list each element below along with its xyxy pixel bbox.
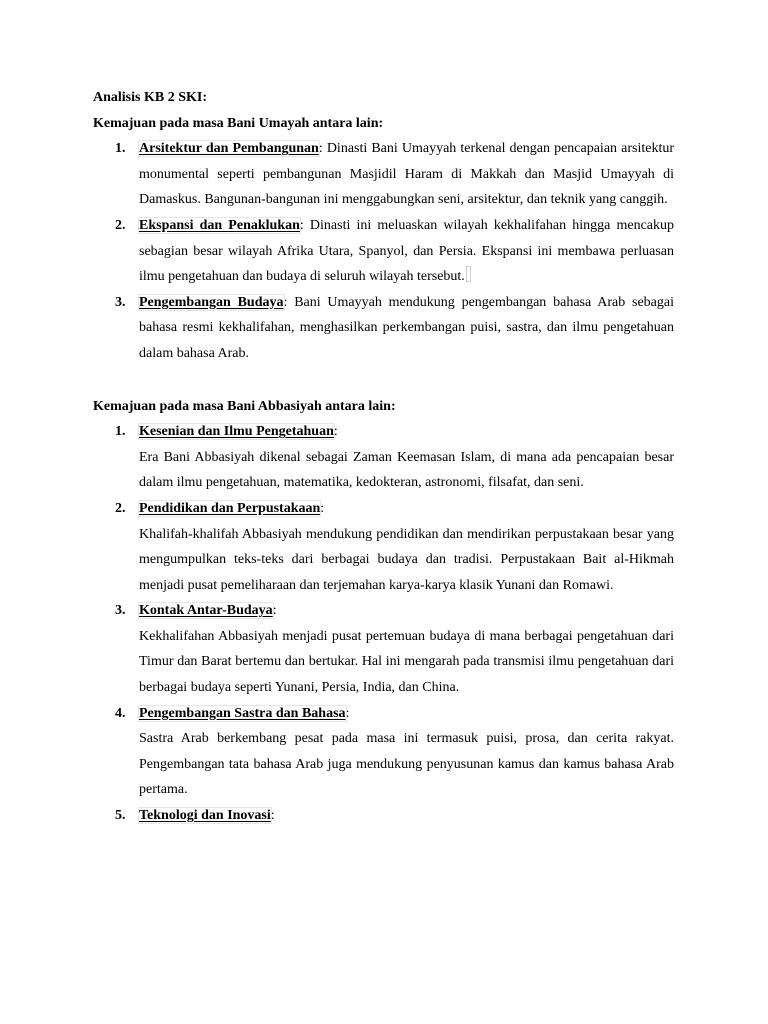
list-item bbox=[93, 213, 674, 290]
item-text: : Dinasti ini meluaskan wilayah kekhalifahan hingga mencakup sebagian besar wilayah Afrika Utara, Spanyol, dan Persia. Ekspansi ini membawa perluasan ilmu pengetahuan dan budaya di seluruh wilayah tersebut. bbox=[139, 217, 674, 285]
list-item bbox=[93, 136, 674, 213]
item-term[interactable]: Kontak Antar-Budaya bbox=[139, 603, 273, 619]
item-number: 2. bbox=[115, 500, 126, 516]
text-cursor-marker bbox=[466, 266, 471, 282]
abbasiyah-heading: Kemajuan pada masa Bani Abbasiyah antara lain: bbox=[93, 398, 396, 414]
item-colon: : bbox=[270, 808, 275, 824]
item-text: Khalifah-khalifah Abbasiyah mendukung pendidikan dan mendirikan perpustakaan besar yang mengumpulkan teks-teks dari berbagai budaya dan tradisi. Perpustakaan Bait al-Hikmah menjadi pusat pemeliharaan dan terjemahan karya-karya klasik Yunani dan Romawi. bbox=[139, 526, 674, 593]
item-colon: : bbox=[345, 705, 350, 721]
item-number: 2. bbox=[115, 217, 126, 233]
list-item bbox=[93, 290, 674, 367]
item-number: 1. bbox=[115, 424, 126, 440]
document-page bbox=[93, 85, 674, 829]
item-term[interactable]: Teknologi dan Inovasi bbox=[139, 808, 271, 824]
item-term[interactable]: Ekspansi dan Penaklukan bbox=[139, 217, 300, 233]
item-colon: : bbox=[272, 603, 277, 619]
umayyah-list bbox=[93, 136, 674, 366]
document-title: Analisis KB 2 SKI: bbox=[93, 90, 207, 105]
umayyah-heading: Kemajuan pada masa Bani Umayah antara lain: bbox=[93, 115, 384, 131]
item-term[interactable]: Pendidikan dan Perpustakaan bbox=[139, 500, 321, 516]
item-number: 3. bbox=[115, 603, 126, 619]
list-item bbox=[93, 496, 674, 598]
item-term[interactable]: Pengembangan Budaya bbox=[139, 294, 284, 310]
list-item bbox=[93, 803, 674, 829]
item-colon: : bbox=[320, 500, 325, 516]
list-item bbox=[93, 701, 674, 803]
item-term[interactable]: Kesenian dan Ilmu Pengetahuan bbox=[139, 424, 334, 440]
item-number: 3. bbox=[115, 294, 126, 310]
item-text: Kekhalifahan Abbasiyah menjadi pusat pertemuan budaya di mana berbagai pengetahuan dari Timur dan Barat bertemu dan bertukar. Hal ini mengarah pada transmisi ilmu pengetahuan dari berbagai budaya seperti Yunani, Persia, India, dan China. bbox=[139, 628, 674, 696]
list-item bbox=[93, 598, 674, 700]
item-term[interactable]: Arsitektur dan Pembangunan bbox=[139, 141, 319, 157]
abbasiyah-list bbox=[93, 419, 674, 829]
item-number: 4. bbox=[115, 705, 126, 721]
item-colon: : bbox=[333, 424, 338, 440]
item-text: : Dinasti Bani Umayyah terkenal dengan pencapaian arsitektur monumental seperti pembangunan Masjidil Haram di Makkah dan Masjid Umayyah di Damaskus. Bangunan-bangunan ini menggabungkan seni, arsitektur, dan teknik yang canggih. bbox=[139, 141, 674, 208]
item-number: 5. bbox=[115, 808, 126, 824]
list-item bbox=[93, 419, 674, 496]
item-term[interactable]: Pengembangan Sastra dan Bahasa bbox=[139, 705, 346, 721]
item-text: : Bani Umayyah mendukung pengembangan bahasa Arab sebagai bahasa resmi kekhalifahan, menghasilkan perkembangan puisi, sastra, dan ilmu pengetahuan dalam bahasa Arab. bbox=[139, 294, 674, 361]
item-text: Sastra Arab berkembang pesat pada masa ini termasuk puisi, prosa, dan cerita rakyat. Pengembangan tata bahasa Arab juga mendukung penyusunan kamus dan kamus bahasa Arab pertama. bbox=[139, 731, 674, 798]
item-text: Era Bani Abbasiyah dikenal sebagai Zaman Keemasan Islam, di mana ada pencapaian besar dalam ilmu pengetahuan, matematika, kedokteran, astronomi, filsafat, dan seni. bbox=[139, 449, 674, 491]
item-number: 1. bbox=[115, 141, 126, 157]
